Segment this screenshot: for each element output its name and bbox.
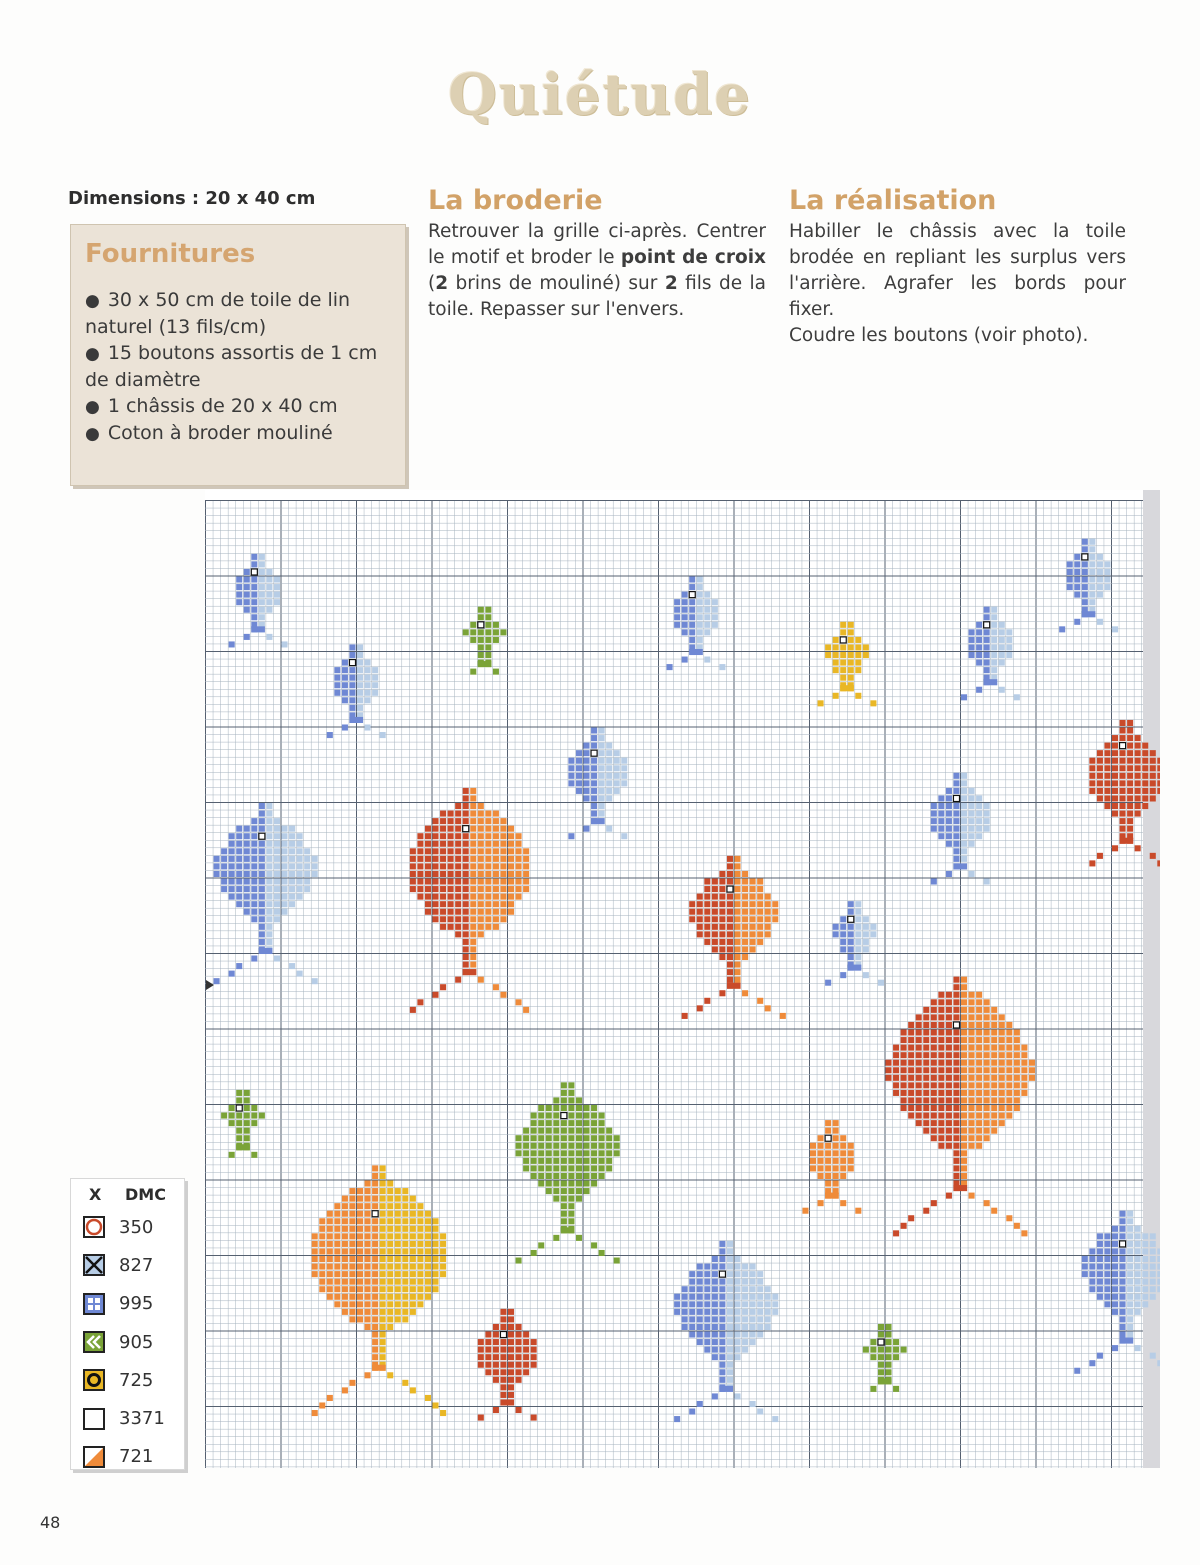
broderie-text-part: fils de la toile. Repasser sur l'envers. — [428, 273, 766, 320]
page-number: 48 — [40, 1513, 61, 1532]
circle-symbol-icon — [83, 1216, 105, 1238]
broderie-heading: La broderie — [428, 185, 603, 216]
double-chevron-symbol-icon — [83, 1331, 105, 1353]
chart-right-margin — [1143, 490, 1160, 1468]
legend-code: 721 — [119, 1446, 154, 1468]
legend-code: 350 — [119, 1216, 154, 1238]
legend-row — [83, 1399, 184, 1437]
supplies-box — [70, 224, 406, 486]
legend-header-code: DMC — [125, 1185, 166, 1204]
broderie-bold-threads: 2 — [664, 273, 678, 294]
legend-row — [83, 1246, 184, 1284]
x-symbol-icon — [83, 1254, 105, 1276]
chart-background — [205, 490, 1143, 1468]
realisation-paragraph-1: Habiller le châssis avec la toile brodée en repliant les surplus vers l'arrière. Agrafer les bords pour fixer. — [789, 221, 1126, 320]
legend-row — [83, 1438, 184, 1476]
legend-row — [83, 1208, 184, 1246]
supplies-heading: Fournitures — [85, 239, 256, 269]
cross-stitch-chart — [205, 490, 1160, 1468]
ring-symbol-icon — [83, 1369, 105, 1391]
legend-code: 3371 — [119, 1408, 165, 1430]
legend-code: 827 — [119, 1254, 154, 1276]
broderie-text-part: brins de mouliné) sur — [448, 273, 665, 294]
color-legend — [70, 1178, 185, 1470]
realisation-paragraph-2: Coudre les boutons (voir photo). — [789, 325, 1089, 346]
broderie-text — [428, 219, 766, 323]
supply-item: ● 1 châssis de 20 x 40 cm — [85, 393, 391, 420]
legend-row — [83, 1323, 184, 1361]
realisation-heading: La réalisation — [789, 185, 997, 216]
broderie-bold-strands: 2 — [435, 273, 449, 294]
empty-square-symbol-icon — [83, 1408, 105, 1430]
half-triangle-symbol-icon — [83, 1446, 105, 1468]
broderie-section — [428, 183, 766, 323]
chart-svg — [205, 490, 1160, 1468]
legend-row — [83, 1361, 184, 1399]
supplies-list — [85, 287, 391, 447]
page-title: Quiétude — [448, 62, 752, 128]
broderie-text-part: Retrouver la grille ci-après. Centrer le motif et broder le — [428, 221, 766, 268]
legend-code: 995 — [119, 1293, 154, 1315]
legend-code: 725 — [119, 1369, 154, 1391]
supply-item: ● 15 boutons assortis de 1 cm de diamètre — [85, 340, 391, 393]
legend-header — [83, 1185, 184, 1204]
legend-code: 905 — [119, 1331, 154, 1353]
legend-row — [83, 1285, 184, 1323]
realisation-section — [789, 183, 1126, 349]
grid-symbol-icon — [83, 1293, 105, 1315]
dimensions-label: Dimensions : 20 x 40 cm — [68, 188, 316, 209]
supply-item: ● 30 x 50 cm de toile de lin naturel (13 fils/cm) — [85, 287, 391, 340]
broderie-bold-stitch: point de croix — [620, 247, 766, 268]
broderie-text-part: ( — [428, 273, 436, 294]
supply-item: ● Coton à broder mouliné — [85, 420, 391, 447]
legend-header-symbol: X — [89, 1185, 102, 1204]
